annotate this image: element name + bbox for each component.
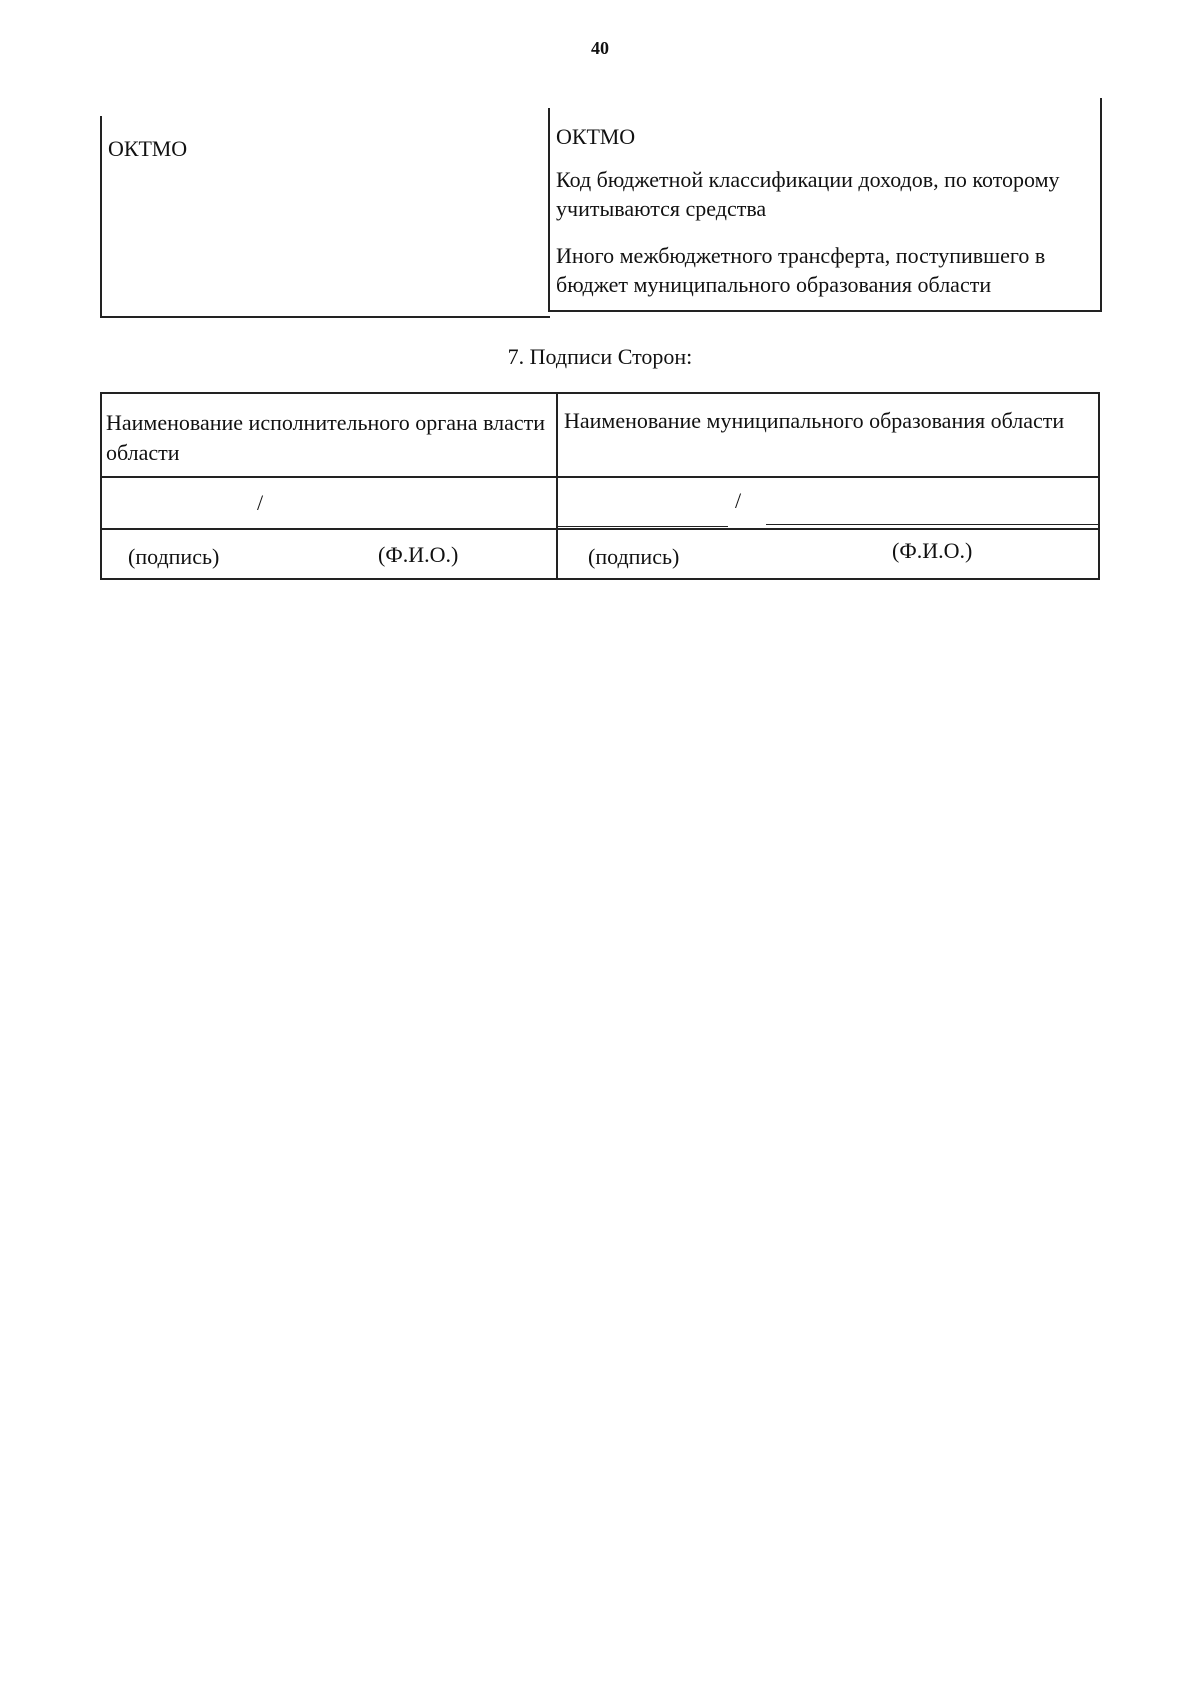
right-name-line [766, 524, 1100, 525]
right-signature-caption: (подпись) [588, 544, 680, 569]
left-cell [100, 116, 550, 318]
transfer-label: Иного межбюджетного трансферта, поступившего в бюджет муниципального образования области [556, 243, 1046, 297]
left-signature-line [102, 528, 252, 529]
signatures-table [100, 392, 1100, 580]
left-signature-caption: (подпись) [128, 544, 220, 569]
executive-body-header: Наименование исполнительного органа власти области [106, 410, 546, 465]
column-divider [556, 394, 558, 578]
budget-classification-code-label: Код бюджетной классификации доходов, по которому учитываются средства [556, 167, 1060, 221]
header-row-divider [102, 476, 1098, 478]
section-title: 7. Подписи Сторон: [507, 344, 693, 369]
left-name-caption: (Ф.И.О.) [378, 542, 459, 567]
left-name-line [288, 528, 556, 529]
oktmo-left-label: ОКТМО [108, 136, 188, 161]
continuation-table [100, 100, 1100, 318]
right-slash: / [735, 488, 742, 513]
left-slash: / [257, 490, 264, 515]
oktmo-right-label: ОКТМО [556, 124, 636, 149]
right-signature-line [558, 526, 728, 527]
municipality-header: Наименование муниципального образования области [564, 408, 1065, 433]
right-name-caption: (Ф.И.О.) [892, 538, 973, 563]
page-number: 40 [591, 38, 609, 58]
right-cell [548, 108, 1102, 312]
